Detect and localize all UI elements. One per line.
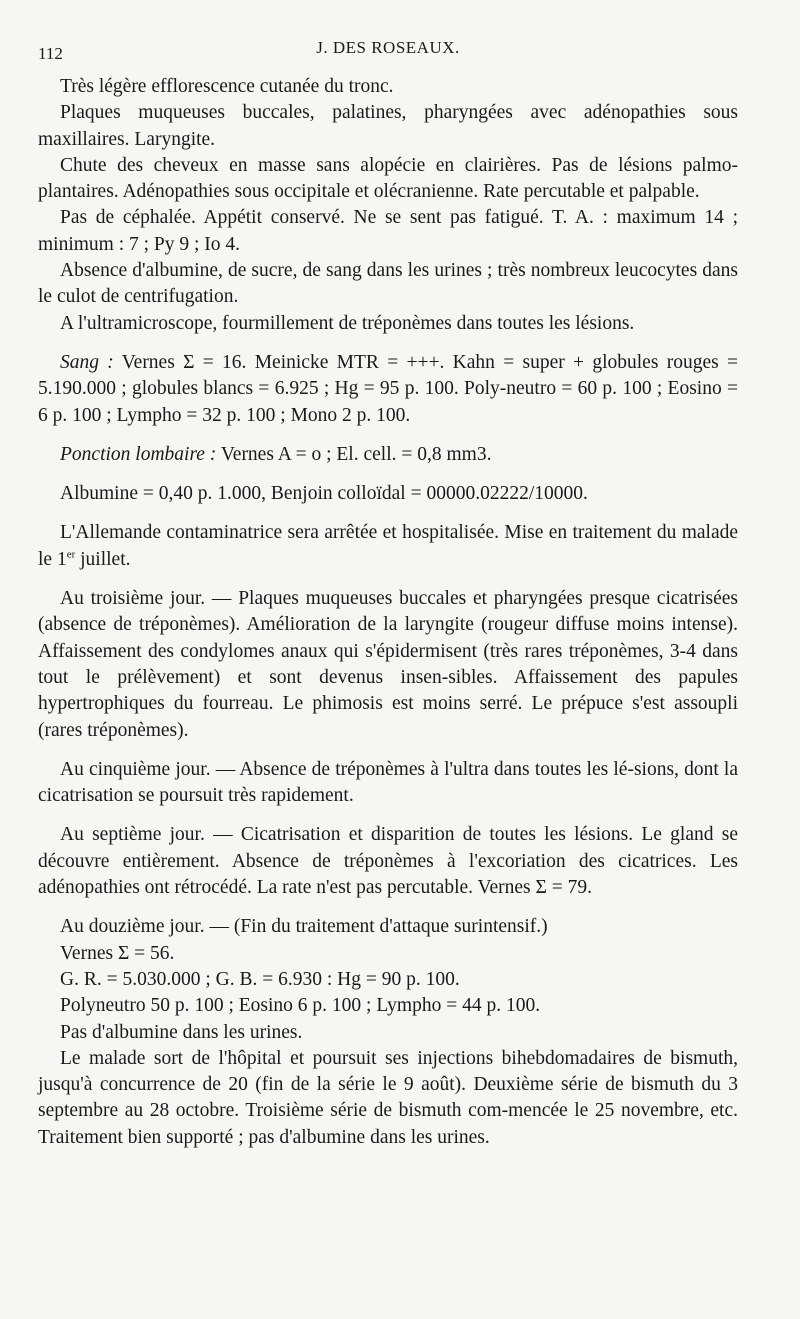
running-title: J. DES ROSEAUX. xyxy=(316,38,460,57)
label-sang: Sang : xyxy=(60,351,114,373)
page-header xyxy=(38,38,738,68)
paragraph-albumine-benjoin: Albumine = 0,40 p. 1.000, Benjoin colloïdal = 00000.02222/10000. xyxy=(60,483,588,505)
paragraph-polyneutro: Polyneutro 50 p. 100 ; Eosino 6 p. 100 ; Lympho = 44 p. 100. xyxy=(60,995,541,1017)
paragraph-troisieme-jour: Au troisième jour. — Plaques muqueuses buccales et pharyngées presque cicatrisées (absence de tréponèmes). Amélioration de la laryngite (rougeur diffuse moins intense). Affaissement des condylomes anaux qui s'épidermisent (très rares tréponèmes, 3-4 dans tout le prélèvement) et sont devenus insen-sibles. Affaissement des papules hypertrophiques du fourreau. Le phimosis est moins serré. Le prépuce s'est assoupli (rares tréponèmes). xyxy=(38,588,738,741)
paragraph-cephalee: Pas de céphalée. Appétit conservé. Ne se sent pas fatigué. T. A. : maximum 14 ; minimum : 7 ; Py 9 ; Io 4. xyxy=(38,207,738,255)
document-page xyxy=(38,38,738,1151)
paragraph-plaques: Plaques muqueuses buccales, palatines, pharyngées avec adénopathies sous maxillaires. Laryngite. xyxy=(38,102,738,150)
paragraph-albumine-urines: Absence d'albumine, de sucre, de sang dans les urines ; très nombreux leucocytes dans le culot de centrifugation. xyxy=(38,260,738,308)
label-ponction: Ponction lombaire : xyxy=(60,443,217,465)
paragraph-sang xyxy=(38,350,738,429)
page-number: 112 xyxy=(38,44,63,63)
paragraph-globules: G. R. = 5.030.000 ; G. B. = 6.930 : Hg = 90 p. 100. xyxy=(60,968,460,990)
paragraph-sortie-hopital: Le malade sort de l'hôpital et poursuit ses injections bihebdomadaires de bismuth, jusqu'à concurrence de 20 (fin de la série le 9 août). Deuxième série de bismuth du 3 septembre au 28 octobre. Troisième série de bismuth com-mencée le 25 novembre, etc. Traitement bien supporté ; pas d'albumine dans les urines. xyxy=(38,1047,738,1148)
superscript-er: er xyxy=(66,548,76,561)
paragraph-ponction xyxy=(38,442,738,468)
text-ponction: Vernes A = o ; El. cell. = 0,8 mm3. xyxy=(216,443,492,465)
paragraph-pas-albumine: Pas d'albumine dans les urines. xyxy=(60,1021,303,1043)
paragraph-chute-cheveux: Chute des cheveux en masse sans alopécie en clairières. Pas de lésions palmo-plantaires. Adénopathies sous occipitale et olécranienne. Rate percutable et palpable. xyxy=(38,154,738,203)
text-juillet: juillet. xyxy=(75,548,131,570)
text-allemande: L'Allemande contaminatrice sera arrêtée et hospitalisée. Mise en traitement du malade le 1 xyxy=(38,522,738,570)
paragraph-ultramicroscope: A l'ultramicroscope, fourmillement de tréponèmes dans toutes les lésions. xyxy=(60,312,635,334)
paragraph-cinquieme-jour: Au cinquième jour. — Absence de tréponèmes à l'ultra dans toutes les lé-sions, dont la cicatrisation se poursuit très rapidement. xyxy=(38,758,738,807)
paragraph-septieme-jour: Au septième jour. — Cicatrisation et disparition de toutes les lésions. Le gland se découvre entièrement. Absence de tréponèmes à l'excoriation des cicatrices. Les adénopathies ont rétrocédé. La rate n'est pas percutable. Vernes Σ = 79. xyxy=(38,824,738,899)
paragraph-douzieme-jour: Au douzième jour. — (Fin du traitement d'attaque surintensif.) xyxy=(60,916,548,938)
paragraph-efflorescence: Très légère efflorescence cutanée du tronc. xyxy=(60,76,394,97)
paragraph-allemande xyxy=(38,520,738,573)
text-sang: Vernes Σ = 16. Meinicke MTR = +++. Kahn = super + globules rouges = 5.190.000 ; globules blancs = 6.925 ; Hg = 95 p. 100. Poly-neutro = 60 p. 100 ; Eosino = 6 p. 100 ; Lympho = 32 p. 100 ; Mono 2 p. 100. xyxy=(38,351,738,426)
paragraph-vernes-56: Vernes Σ = 56. xyxy=(60,942,175,964)
